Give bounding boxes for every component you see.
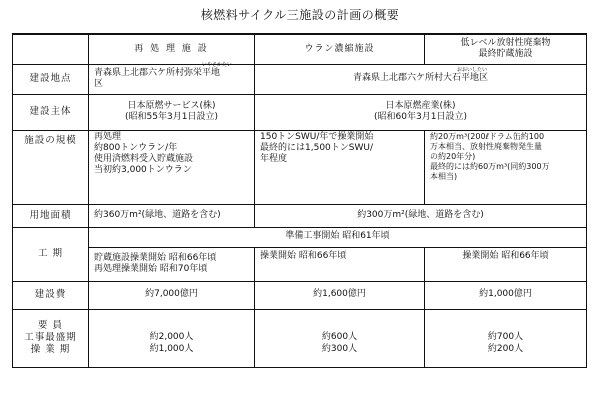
scale-reprocessing-line4: 当初約3,000トンウラン (94, 165, 192, 176)
row-label-schedule: 工 期 (13, 227, 89, 281)
personnel-waste-operation: 約200人 (487, 343, 524, 354)
operator-shared-date: (昭和60年3月1日設立) (374, 112, 467, 122)
cell-operator-reprocessing (89, 94, 255, 130)
scale-waste-line5: 本相当) (430, 171, 458, 181)
operator-shared-name: 日本原燃産業(株) (385, 100, 456, 111)
row-cost (13, 281, 587, 309)
location-shared-ruby: おおいしたい (456, 67, 487, 74)
cell-cost-waste: 約1,000億円 (425, 281, 587, 309)
scale-enrichment-line1: 150トンSWU/年で操業開始 (260, 131, 374, 142)
cell-location-reprocessing (89, 61, 255, 94)
cell-area-reprocessing: 約360万m²(緑地、道路を含む) (89, 204, 255, 227)
cell-schedule-reprocessing (89, 247, 255, 281)
cell-scale-enrichment (255, 130, 425, 204)
operator-reprocessing-name: 日本原燃サービス(株) (127, 100, 216, 111)
row-label-scale: 施設の規模 (13, 130, 89, 204)
facilities-overview-table (12, 33, 587, 368)
scale-reprocessing-line2: 約800トンウラン/年 (94, 142, 178, 153)
personnel-label-line2: 工事最盛期 (24, 332, 77, 344)
cell-area-shared: 約300万m²(緑地、道路を含む) (255, 204, 587, 227)
column-header-waste-line1: 低レベル放射性廃棄物 (460, 38, 551, 48)
scale-enrichment-line3: 年程度 (260, 154, 288, 164)
personnel-enrichment-peak: 約600人 (321, 332, 358, 343)
cell-personnel-waste (425, 309, 587, 367)
schedule-reprocessing-line1: 貯蔵施設操業開始 昭和66年頃 (94, 252, 217, 263)
personnel-label-line1: 要 員 (37, 320, 64, 332)
column-header-waste-line2: 最終貯蔵施設 (478, 49, 533, 60)
scale-waste-line1: 約20万m³(200ℓドラム缶約100 (430, 131, 545, 141)
scale-waste-line2: 万本相当、放射性廃棄物発生量 (430, 141, 542, 151)
location-reprocessing-ruby: いやさかたい (202, 61, 233, 68)
location-reprocessing-line1: 青森県上北郡六ケ所村弥栄平地 (94, 67, 221, 78)
row-personnel (13, 309, 587, 367)
row-operator (13, 94, 587, 130)
operator-reprocessing-date: (昭和55年3月1日設立) (125, 112, 218, 122)
cell-personnel-reprocessing (89, 309, 255, 367)
row-label-operator: 建設主体 (13, 94, 89, 130)
cell-personnel-enrichment (255, 309, 425, 367)
cell-cost-reprocessing: 約7,000億円 (89, 281, 255, 309)
scale-reprocessing-line1: 再処理 (94, 131, 122, 142)
row-area (13, 204, 587, 227)
personnel-reprocessing-operation: 約1,000人 (149, 343, 194, 354)
header-row (13, 34, 587, 64)
schedule-reprocessing-line2: 再処理操業開始 昭和70年頃 (94, 264, 208, 274)
scale-waste-line3: の約20年分) (430, 151, 476, 161)
column-header-enrichment: ウラン濃縮施設 (255, 34, 425, 64)
location-shared-text: 青森県上北郡六ケ所村大石平地区 (352, 73, 488, 84)
personnel-reprocessing-peak: 約2,000人 (149, 332, 194, 343)
cell-scale-reprocessing (89, 130, 255, 204)
row-label-cost: 建設費 (13, 281, 89, 309)
cell-location-shared (255, 64, 587, 94)
row-scale (13, 130, 587, 204)
scale-reprocessing-line3: 使用済燃料受入貯蔵施設 (94, 154, 194, 164)
row-label-area: 用地面積 (13, 204, 89, 227)
document-title: 核燃料サイクル三施設の計画の概要 (200, 8, 400, 22)
row-location (13, 64, 587, 94)
personnel-enrichment-operation: 約300人 (321, 343, 358, 354)
cell-operator-shared (255, 94, 587, 130)
scale-enrichment-line2: 最終的には1,500トンSWU/ (260, 142, 373, 153)
row-label-personnel (13, 309, 89, 367)
cell-schedule-waste: 操業開始 昭和66年頃 (425, 247, 587, 281)
personnel-waste-peak: 約700人 (487, 332, 524, 343)
cell-schedule-common: 準備工事開始 昭和61年頃 (89, 227, 587, 247)
cell-scale-waste (425, 130, 587, 204)
column-header-reprocessing: 再 処 理 施 設 (89, 34, 255, 64)
header-corner-cell (13, 34, 89, 64)
cell-schedule-enrichment: 操業開始 昭和66年頃 (255, 247, 425, 281)
row-schedule-common (13, 227, 587, 247)
row-schedule-detail (13, 247, 587, 281)
column-header-waste (425, 34, 587, 64)
scale-waste-line4: 最終的には約60万m³(同約300万 (430, 161, 550, 171)
personnel-label-line3: 操 業 期 (30, 343, 71, 355)
cell-cost-enrichment: 約1,600億円 (255, 281, 425, 309)
location-reprocessing-line2: 区 (94, 79, 104, 89)
row-label-location: 建設地点 (13, 64, 89, 94)
